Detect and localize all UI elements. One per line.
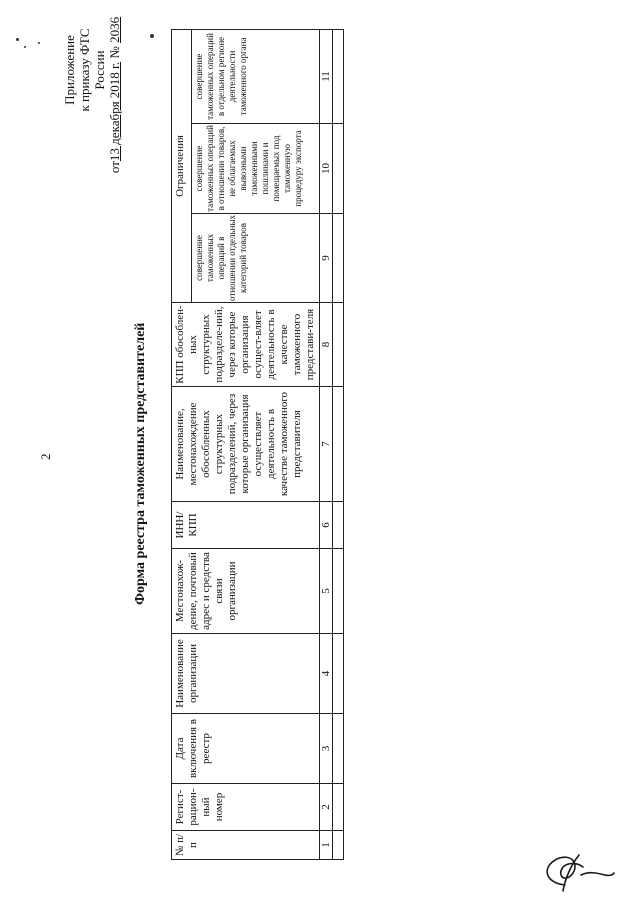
col-header-10: совершение таможенных операций в отношении товаров, не облагаемых вывозными таможенными пошлинами и помещаемых под таможенную процедуру экспорта	[192, 124, 320, 214]
col-header-3: Дата включения в реестр	[172, 714, 320, 784]
table-row	[333, 29, 344, 859]
scan-speck	[16, 38, 19, 41]
col-number: 8	[320, 303, 333, 387]
signature-icon	[535, 845, 615, 895]
col-number: 3	[320, 714, 333, 784]
approval-block	[62, 10, 122, 174]
col-number: 10	[320, 124, 333, 214]
approval-line-appendix: Приложение	[62, 35, 77, 105]
col-header-9: совершение таможенных операций в отношении отдельных категорий товаров	[192, 214, 320, 303]
scan-speck	[150, 34, 154, 38]
col-header-2: Регист-рацион-ный номер	[172, 784, 320, 831]
col-header-7: Наименование, местонахождение обособленных структурных подразделений, через которые организация осуществляет деятельность в качестве таможенного представителя	[172, 387, 320, 502]
table-header-row	[172, 29, 192, 859]
col-number: 4	[320, 634, 333, 714]
registry-table	[171, 29, 344, 860]
approval-date: 13 декабря 2018 г.	[107, 61, 122, 162]
approval-line-order: к приказу ФТС России	[77, 28, 107, 112]
page-number: 2	[38, 453, 53, 460]
approval-number-sign: №	[107, 46, 122, 59]
col-header-11: совершение таможенных операций в отдельном регионе деятельности таможенного органа	[192, 29, 320, 123]
col-header-6: ИНН/ КПП	[172, 502, 320, 549]
approval-number: 2036	[107, 16, 122, 43]
col-number: 11	[320, 29, 333, 123]
col-header-5: Местонахож-дение, почтовый адрес и средства связи организации	[172, 549, 320, 634]
col-number: 6	[320, 502, 333, 549]
col-header-1: № п/п	[172, 831, 320, 860]
form-title: Форма реестра таможенных представителей	[133, 322, 148, 605]
approval-date-prefix: от	[107, 161, 122, 174]
restrictions-header: Ограничения	[172, 29, 192, 302]
scan-speck	[38, 42, 40, 44]
col-number: 7	[320, 387, 333, 502]
scan-speck	[24, 46, 26, 48]
col-number: 2	[320, 784, 333, 831]
col-header-8: КПП обособлен-ных структурных подразделе-ний, через которые организация осущест-вляет деятельность в качестве таможенного представи-теля	[172, 303, 320, 387]
col-header-4: Наименование организации	[172, 634, 320, 714]
col-number: 1	[320, 831, 333, 860]
column-number-row	[320, 29, 333, 859]
approval-line-date	[107, 10, 122, 180]
col-number: 5	[320, 549, 333, 634]
col-number: 9	[320, 214, 333, 303]
